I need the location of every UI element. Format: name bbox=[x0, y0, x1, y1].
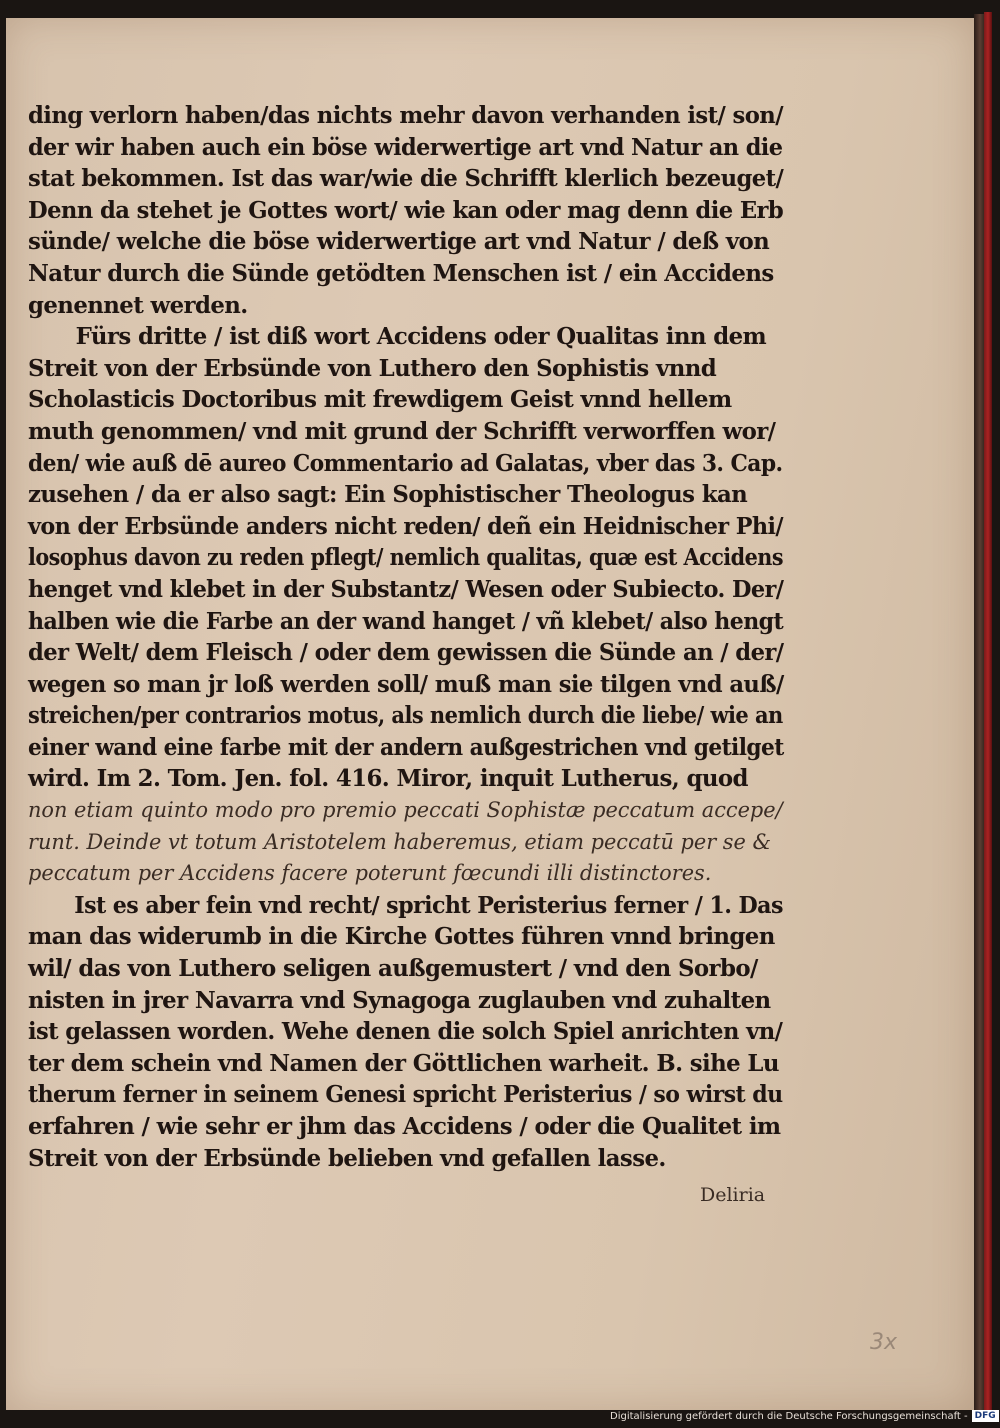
text-line: Scholasticis Doctoribus mit frewdigem Geist vnnd hellem bbox=[28, 386, 732, 414]
text-line: den/ wie auß dē aureo Commentario ad Galatas, vber das 3. Cap. bbox=[28, 449, 783, 477]
text-line: Ist es aber fein vnd recht/ spricht Peristerius ferner / 1. Das bbox=[74, 891, 783, 919]
text-line: streichen/per contrarios motus, als nemlich durch die liebe/ wie an bbox=[28, 702, 783, 730]
pencil-annotation: 3x bbox=[870, 1330, 898, 1355]
text-line: zusehen / da er also sagt: Ein Sophistischer Theologus kan bbox=[28, 481, 748, 509]
text-line: Natur durch die Sünde getödten Menschen ist / ein Accidens bbox=[28, 259, 774, 287]
text-line: peccatum per Accidens facere poterunt fœcundi illi distinctores. bbox=[28, 861, 712, 886]
text-line: therum ferner in seinem Genesi spricht Peristerius / so wirst du bbox=[28, 1081, 783, 1109]
text-line: ter dem schein vnd Namen der Göttlichen warheit. B. sihe Lu bbox=[28, 1049, 779, 1077]
text-line: Denn da stehet je Gottes wort/ wie kan oder mag denn die Erb bbox=[28, 196, 784, 224]
text-line: henget vnd klebet in der Substantz/ Wesen oder Subiecto. Der/ bbox=[28, 575, 784, 603]
page-edge bbox=[974, 14, 984, 1414]
text-line: von der Erbsünde anders nicht reden/ deñ ein Heidnischer Phi/ bbox=[28, 512, 783, 540]
digitization-credit bbox=[610, 1410, 999, 1422]
text-line: der wir haben auch ein böse widerwertige art vnd Natur an die bbox=[28, 133, 783, 161]
text-line: ding verlorn haben/das nichts mehr davon verhanden ist/ son/ bbox=[28, 102, 783, 129]
text-line: genennet werden. bbox=[28, 291, 248, 319]
body-text bbox=[28, 100, 788, 1174]
text-line: ist gelassen worden. Wehe denen die solch Spiel anrichten vn/ bbox=[28, 1018, 783, 1046]
text-line: wil/ das von Luthero seligen außgemustert / vnd den Sorbo/ bbox=[28, 955, 758, 983]
text-line: wird. Im 2. Tom. Jen. fol. 416. Miror, inquit Lutherus, quod bbox=[28, 765, 748, 793]
text-line: sünde/ welche die böse widerwertige art vnd Natur / deß von bbox=[28, 228, 770, 256]
credit-text: Digitalisierung gefördert durch die Deutsche Forschungsgemeinschaft - bbox=[610, 1410, 968, 1422]
text-line: stat bekommen. Ist das war/wie die Schrifft klerlich bezeuget/ bbox=[28, 165, 784, 193]
catchword: Deliria bbox=[700, 1184, 766, 1206]
text-line: non etiam quinto modo pro premio peccati Sophistæ peccatum accepe/ bbox=[28, 798, 783, 823]
text-line: Streit von der Erbsünde belieben vnd gefallen lasse. bbox=[28, 1144, 666, 1172]
text-line: wegen so man jr loß werden soll/ muß man sie tilgen vnd auß/ bbox=[28, 670, 784, 698]
text-line: der Welt/ dem Fleisch / oder dem gewissen die Sünde an / der/ bbox=[28, 639, 784, 667]
dfg-logo: DFG bbox=[972, 1410, 999, 1422]
book-cover-edge bbox=[984, 12, 992, 1416]
text-line: muth genommen/ vnd mit grund der Schrifft verworffen wor/ bbox=[28, 417, 776, 445]
text-line: einer wand eine farbe mit der andern außgestrichen vnd getilget bbox=[28, 733, 784, 761]
text-line: Fürs dritte / ist diß wort Accidens oder Qualitas inn dem bbox=[75, 323, 767, 351]
text-line: runt. Deinde vt totum Aristotelem haberemus, etiam peccatū per se & bbox=[28, 829, 772, 854]
text-line: nisten in jrer Navarra vnd Synagoga zuglauben vnd zuhalten bbox=[28, 986, 771, 1014]
text-line: man das widerumb in die Kirche Gottes führen vnnd bringen bbox=[28, 923, 775, 951]
text-line: losophus davon zu reden pflegt/ nemlich qualitas, quæ est Accidens bbox=[28, 544, 784, 572]
text-line: Streit von der Erbsünde von Luthero den Sophistis vnnd bbox=[28, 354, 717, 382]
text-line: halben wie die Farbe an der wand hanget / vñ klebet/ also hengt bbox=[28, 607, 784, 635]
text-line: erfahren / wie sehr er jhm das Accidens / oder die Qualitet im bbox=[28, 1113, 781, 1140]
